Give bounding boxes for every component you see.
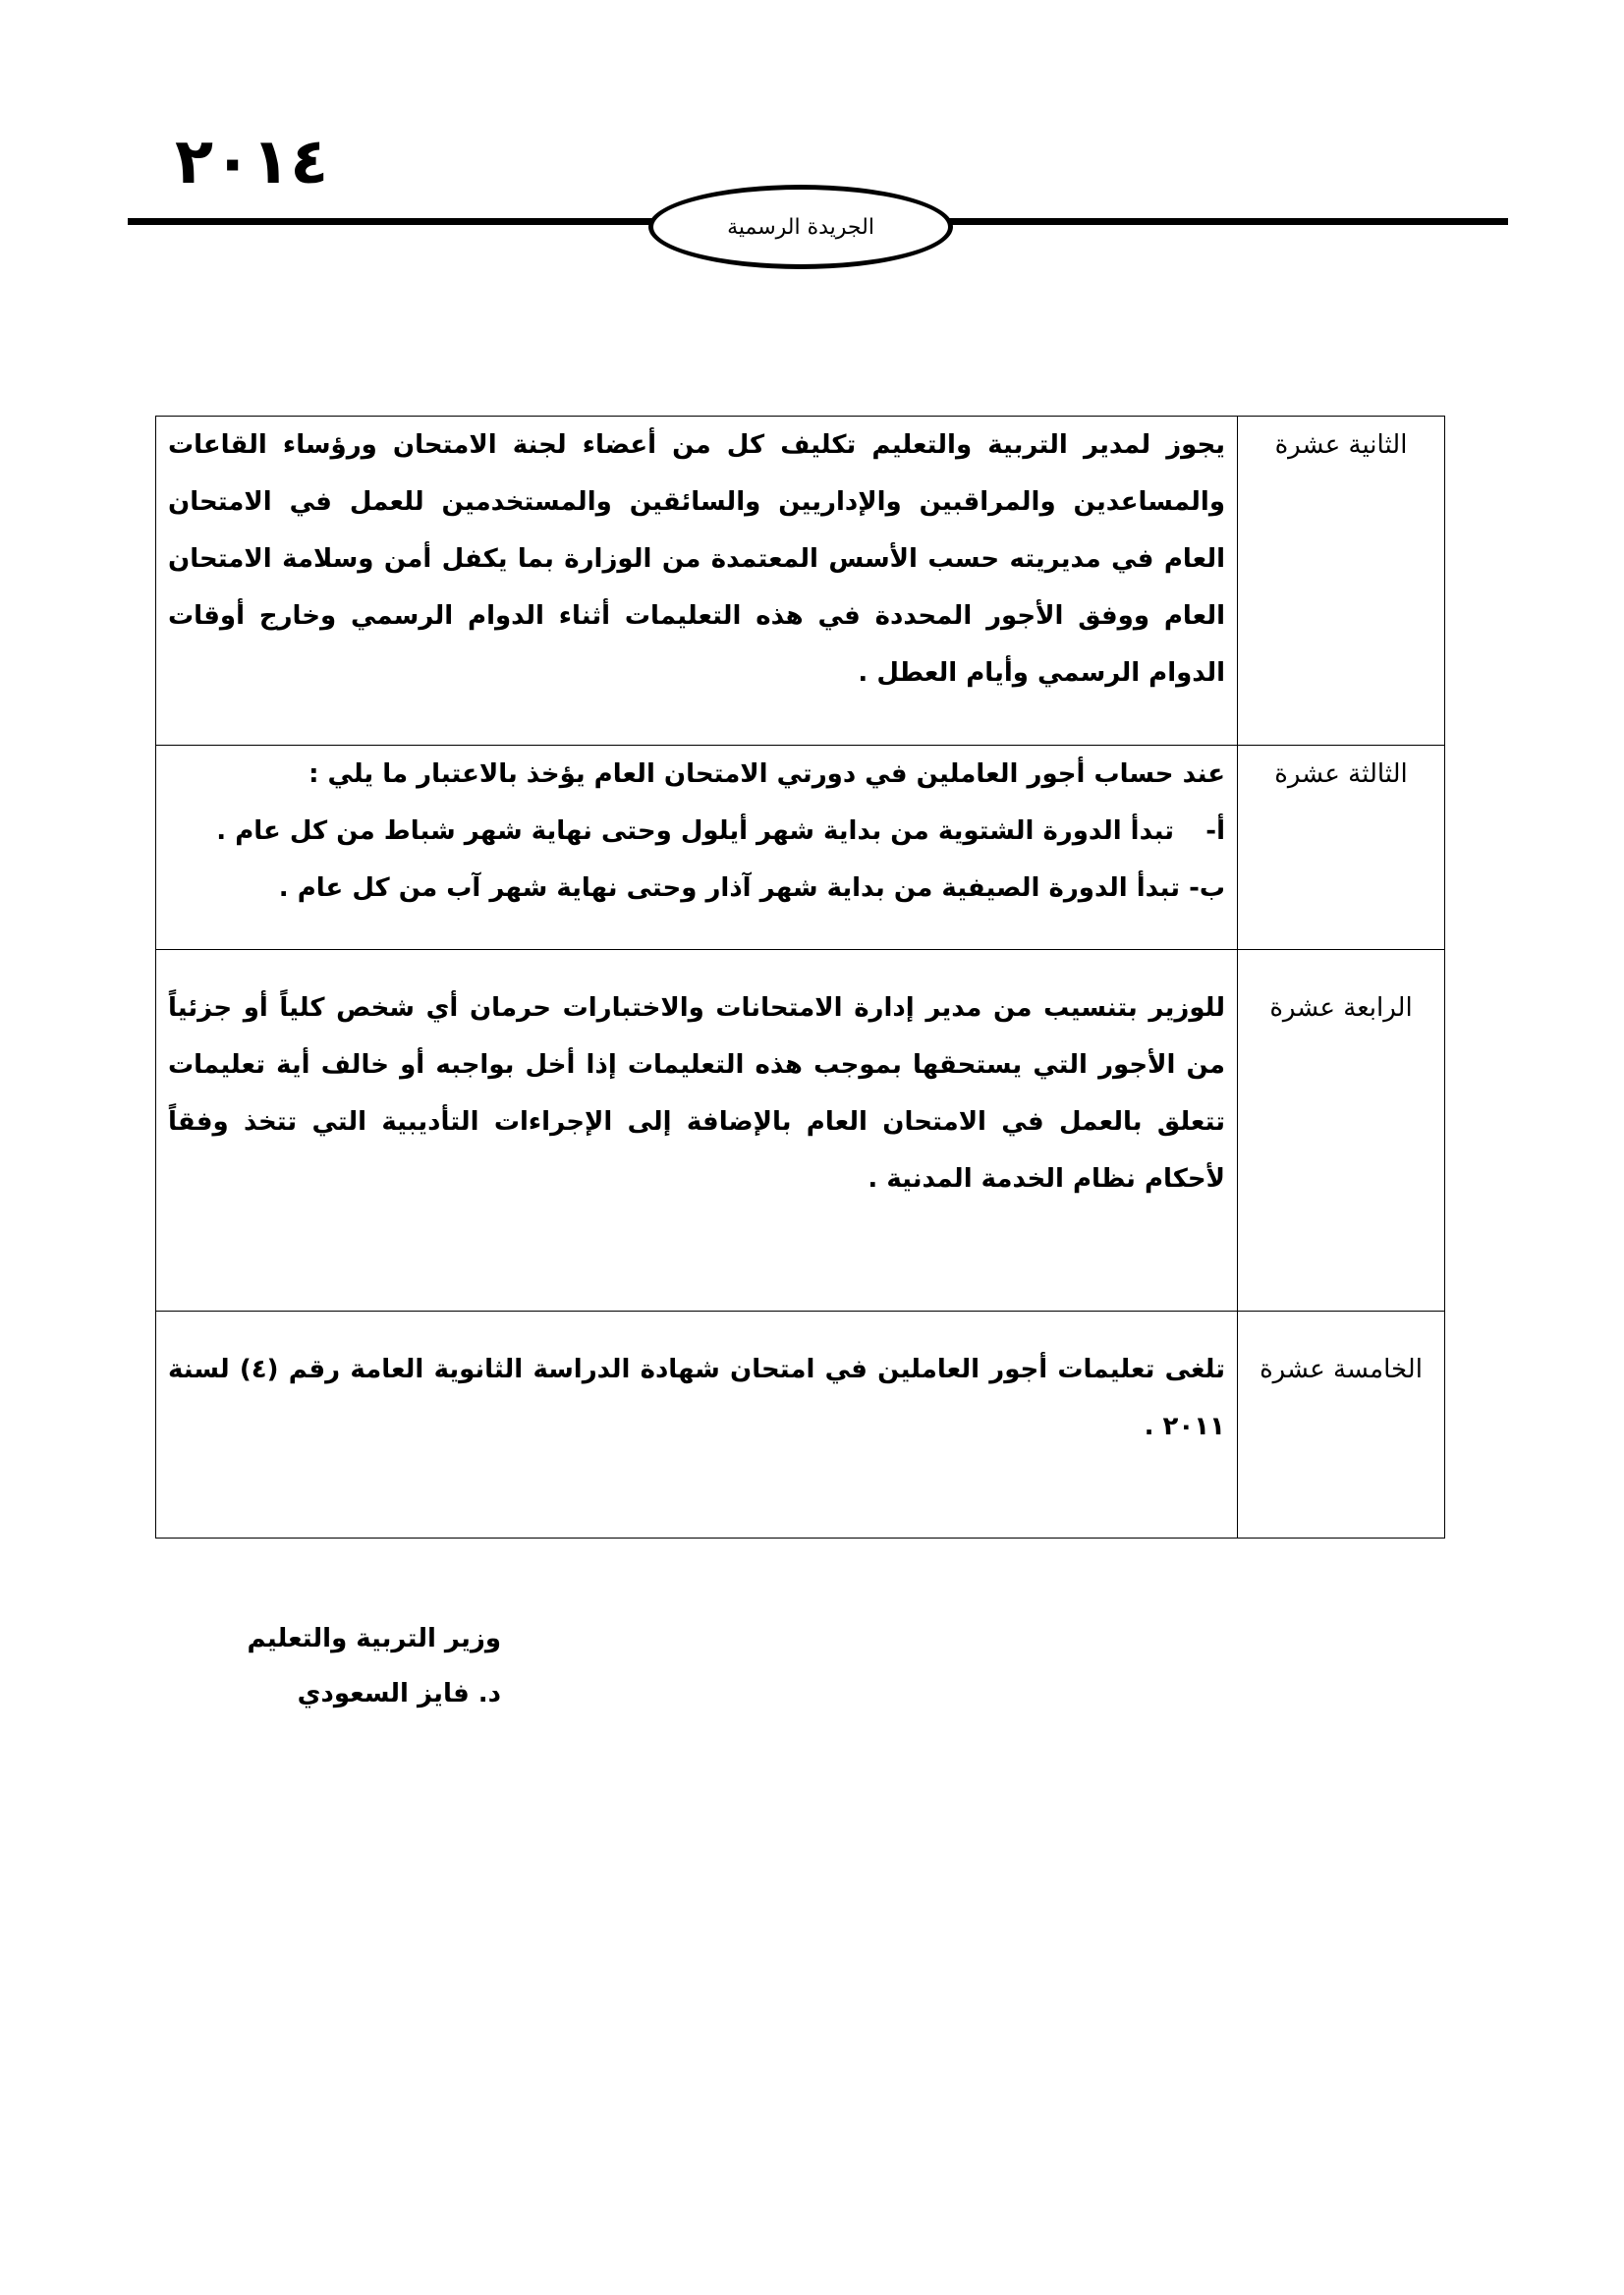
signature-name: د. فايز السعودي — [297, 1679, 501, 1708]
gazette-title-badge — [648, 185, 953, 269]
article-row — [156, 746, 1445, 950]
article-intro: عند حساب أجور العاملين في دورتي الامتحان العام يؤخذ بالاعتبار ما يلي : — [308, 759, 1225, 789]
gazette-year: ٢٠١٤ — [175, 126, 329, 198]
article-text: يجوز لمدير التربية والتعليم تكليف كل من أعضاء لجنة الامتحان ورؤساء القاعات والمساعدين والمراقبين والإداريين والسائقين والمستخدمين للعمل في الامتحان العام في مديريته حسب الأسس المعتمدة من الوزارة بما يكفل أمن وسلامة الامتحان العام ووفق الأجور المحددة في هذه التعليمات أثناء الدوام الرسمي وخارج أوقات الدوام الرسمي وأيام العطل . — [156, 417, 1238, 746]
articles-table — [155, 416, 1445, 1539]
list-item-text: تبدأ الدورة الشتوية من بداية شهر أيلول وحتى نهاية شهر شباط من كل عام . — [216, 816, 1174, 846]
list-item-mark: ب- — [1189, 873, 1225, 903]
article-label: الثالثة عشرة — [1238, 746, 1445, 950]
article-label: الثانية عشرة — [1238, 417, 1445, 746]
article-label: الرابعة عشرة — [1238, 950, 1445, 1312]
article-label: الخامسة عشرة — [1238, 1312, 1445, 1539]
list-item — [168, 860, 1225, 917]
article-row — [156, 950, 1445, 1312]
list-item-mark: أ- — [1205, 816, 1225, 846]
gazette-title: الجريدة الرسمية — [727, 214, 874, 240]
article-text: تلغى تعليمات أجور العاملين في امتحان شهادة الدراسة الثانوية العامة رقم (٤) لسنة ٢٠١١ . — [156, 1312, 1238, 1539]
article-text — [156, 746, 1238, 950]
article-text: للوزير بتنسيب من مدير إدارة الامتحانات والاختبارات حرمان أي شخص كلياً أو جزئياً من الأجور التي يستحقها بموجب هذه التعليمات إذا أخل بواجبه أو خالف أية تعليمات تتعلق بالعمل في الامتحان العام بالإضافة إلى الإجراءات التأديبية التي تتخذ وفقاً لأحكام نظام الخدمة المدنية . — [156, 950, 1238, 1312]
article-row — [156, 417, 1445, 746]
list-item — [168, 803, 1225, 860]
signature-title: وزير التربية والتعليم — [247, 1624, 501, 1653]
list-item-text: تبدأ الدورة الصيفية من بداية شهر آذار وحتى نهاية شهر آب من كل عام . — [278, 873, 1181, 903]
signature-block — [187, 1611, 501, 1721]
article-row — [156, 1312, 1445, 1539]
